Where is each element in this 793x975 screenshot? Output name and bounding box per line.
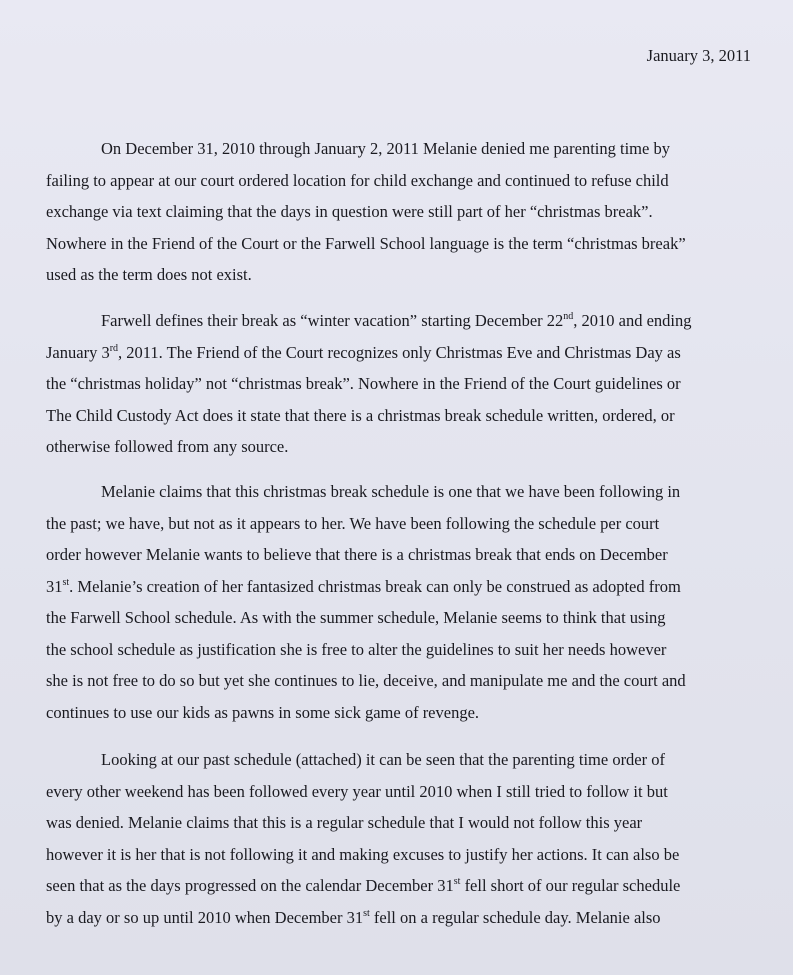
text-fragment: January 3 <box>46 342 110 362</box>
paragraph-2 <box>46 305 758 463</box>
text-line: otherwise followed from any source. <box>46 437 289 456</box>
text-line: The Child Custody Act does it state that there is a christmas break schedule written, ordered, or <box>46 405 675 425</box>
document-date: January 3, 2011 <box>646 46 751 65</box>
text-line: continues to use our kids as pawns in some sick game of revenge. <box>46 702 480 722</box>
text-line <box>46 870 758 902</box>
ordinal-suffix: st <box>453 876 461 887</box>
text-line: every other weekend has been followed every year until 2010 when I still tried to follow it but <box>46 781 668 801</box>
paragraph-1 <box>46 133 758 291</box>
text-line <box>46 571 758 603</box>
paragraph-4 <box>46 744 758 933</box>
text-line: the “christmas holiday” not “christmas break”. Nowhere in the Friend of the Court guidelines or <box>46 374 681 393</box>
text-line: On December 31, 2010 through January 2, 2011 Melanie denied me parenting time by <box>101 139 670 158</box>
ordinal-suffix: st <box>363 907 370 919</box>
text-line: Nowhere in the Friend of the Court or the Farwell School language is the term “christmas break” <box>46 233 686 253</box>
ordinal-suffix: st <box>62 576 70 588</box>
text-fragment: fell on a regular schedule day. Melanie also <box>369 907 661 927</box>
text-fragment: , 2010 and ending <box>573 311 692 330</box>
text-fragment: by a day or so up until 2010 when December 31 <box>46 907 364 927</box>
ordinal-suffix: nd <box>563 311 574 322</box>
text-line: the school schedule as justification she is free to alter the guidelines to suit her needs however <box>46 639 667 659</box>
text-fragment: fell short of our regular schedule <box>460 876 681 895</box>
text-fragment: 31 <box>46 576 63 596</box>
text-fragment: . Melanie’s creation of her fantasized christmas break can only be construed as adopted from <box>69 576 681 596</box>
text-line: Melanie claims that this christmas break schedule is one that we have been following in <box>101 482 681 501</box>
text-line: order however Melanie wants to believe that there is a christmas break that ends on December <box>46 545 668 564</box>
text-line: used as the term does not exist. <box>46 265 252 284</box>
paragraph-3 <box>46 476 758 728</box>
text-line <box>46 305 758 337</box>
text-line: however it is her that is not following it and making excuses to justify her actions. It can also be <box>46 844 680 864</box>
text-line: was denied. Melanie claims that this is a regular schedule that I would not follow this year <box>46 813 643 832</box>
text-line <box>46 902 758 934</box>
text-fragment: Farwell defines their break as “winter vacation” starting December 22 <box>101 311 564 330</box>
text-line: the Farwell School schedule. As with the summer schedule, Melanie seems to think that using <box>46 608 666 627</box>
text-line: exchange via text claiming that the days in question were still part of her “christmas break”. <box>46 202 653 221</box>
text-line: Looking at our past schedule (attached) it can be seen that the parenting time order of <box>101 750 665 769</box>
text-line: failing to appear at our court ordered location for child exchange and continued to refuse child <box>46 170 669 190</box>
text-line: she is not free to do so but yet she continues to lie, deceive, and manipulate me and the court and <box>46 671 686 690</box>
text-fragment: , 2011. The Friend of the Court recognizes only Christmas Eve and Christmas Day as <box>118 342 681 362</box>
text-line <box>46 337 758 369</box>
text-fragment: seen that as the days progressed on the calendar December 31 <box>46 876 454 895</box>
ordinal-suffix: rd <box>109 342 119 354</box>
text-line: the past; we have, but not as it appears to her. We have been following the schedule per court <box>46 513 660 533</box>
